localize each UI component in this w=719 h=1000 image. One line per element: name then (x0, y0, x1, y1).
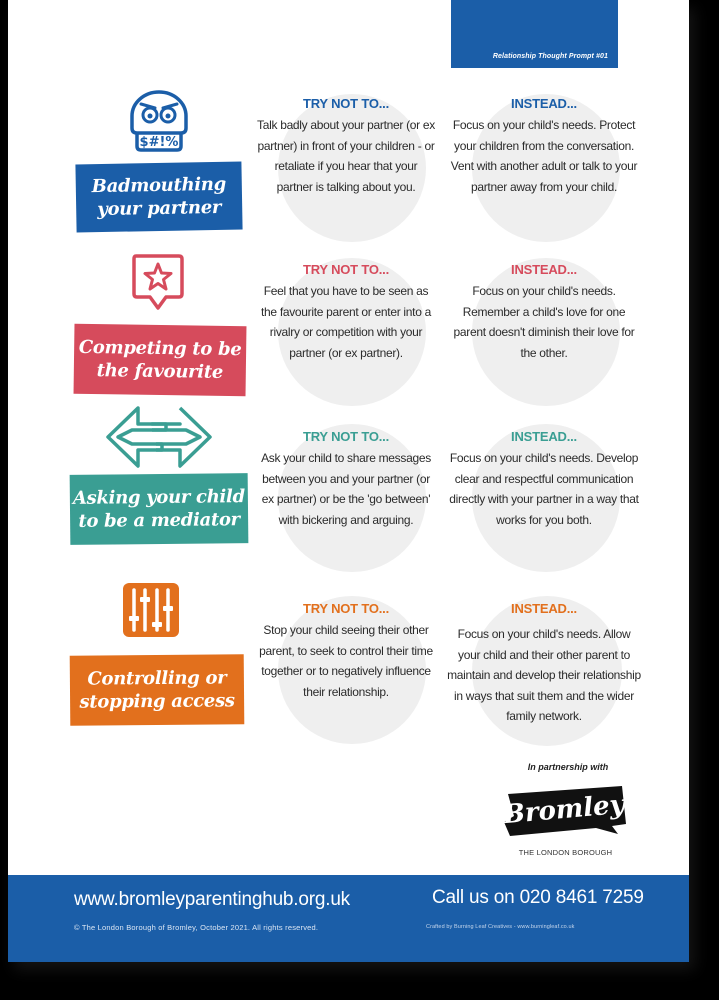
instead-column (448, 429, 640, 530)
label-mediator (70, 473, 249, 545)
instead-heading: INSTEAD... (511, 262, 577, 277)
instead-text: Focus on your child's needs. Protect your children from the conversation. Vent with another adult or talk to your partner away from your child. (450, 118, 638, 194)
instead-heading: INSTEAD... (511, 601, 577, 616)
instead-column (448, 262, 640, 363)
label-badmouthing (75, 162, 242, 233)
star-speech-bubble-icon (128, 250, 188, 318)
label-line-1: Asking your child (72, 486, 245, 509)
footer (8, 875, 689, 962)
try-not-to-heading: TRY NOT TO... (302, 429, 389, 444)
label-line-2: the favourite (96, 360, 224, 383)
copyright-text: © The London Borough of Bromley, October 2021. All rights reserved. (74, 923, 319, 932)
label-line-1: Badmouthing (91, 173, 227, 198)
instead-heading: INSTEAD... (511, 96, 577, 111)
bromley-subtitle: THE LONDON BOROUGH (518, 848, 613, 857)
crafted-by-text: Crafted by Burning Leaf Creatives - www.burningleaf.co.uk (426, 924, 575, 930)
try-not-to-text: Stop your child seeing their other parent, to seek to control their time together or to negatively influence their relationship. (259, 623, 433, 699)
label-competing (74, 324, 247, 396)
try-not-to-column (256, 601, 436, 702)
two-way-arrows-icon (104, 404, 214, 470)
svg-text:Bromley: Bromley (501, 789, 626, 831)
instead-column (446, 601, 642, 727)
try-not-to-text: Ask your child to share messages between you and your partner (or ex partner) or be the 'go between' with bickering and arguing. (261, 451, 431, 527)
try-not-to-heading: TRY NOT TO... (302, 262, 389, 277)
label-line-2: your partner (97, 196, 222, 221)
instead-text: Focus on your child's needs. Develop clear and respectful communication directly with your partner in a way that works for you both. (449, 451, 639, 527)
partnership-text: In partnership with (527, 762, 609, 772)
header-tab (451, 0, 618, 68)
try-not-to-text: Talk badly about your partner (or ex partner) in front of your children - or retaliate if you hear that your partner is talking about you. (257, 118, 435, 194)
phone-number[interactable]: Call us on 020 8461 7259 (432, 887, 644, 908)
header-tab-label: Relationship Thought Prompt #01 (492, 53, 608, 60)
try-not-to-text: Feel that you have to be seen as the favourite parent or enter into a rivalry or competition with your partner (or ex partner). (261, 284, 431, 360)
label-controlling (70, 654, 245, 726)
instead-text: Focus on your child's needs. Remember a child's love for one parent doesn't diminish their love for the other. (453, 284, 635, 360)
svg-text:$#!%: $#!% (139, 135, 179, 150)
instead-column (448, 96, 640, 197)
instead-heading: INSTEAD... (511, 429, 577, 444)
bromley-logo (500, 782, 630, 842)
angry-face-swearing-icon (124, 86, 194, 156)
website-link[interactable]: www.bromleyparentinghub.org.uk (74, 889, 350, 910)
try-not-to-column (256, 262, 436, 363)
sliders-control-icon (122, 582, 180, 638)
document-page (8, 0, 689, 962)
try-not-to-heading: TRY NOT TO... (302, 601, 389, 616)
label-line-2: stopping access (79, 690, 235, 713)
try-not-to-column (256, 96, 436, 197)
instead-text: Focus on your child's needs. Allow your child and their other parent to maintain and develop their relationship in ways that suit them and the wider family network. (447, 627, 641, 723)
try-not-to-column (256, 429, 436, 530)
label-line-1: Competing to be (78, 336, 242, 361)
label-line-2: to be a mediator (78, 509, 240, 532)
label-line-1: Controlling or (87, 667, 227, 690)
try-not-to-heading: TRY NOT TO... (302, 96, 389, 111)
